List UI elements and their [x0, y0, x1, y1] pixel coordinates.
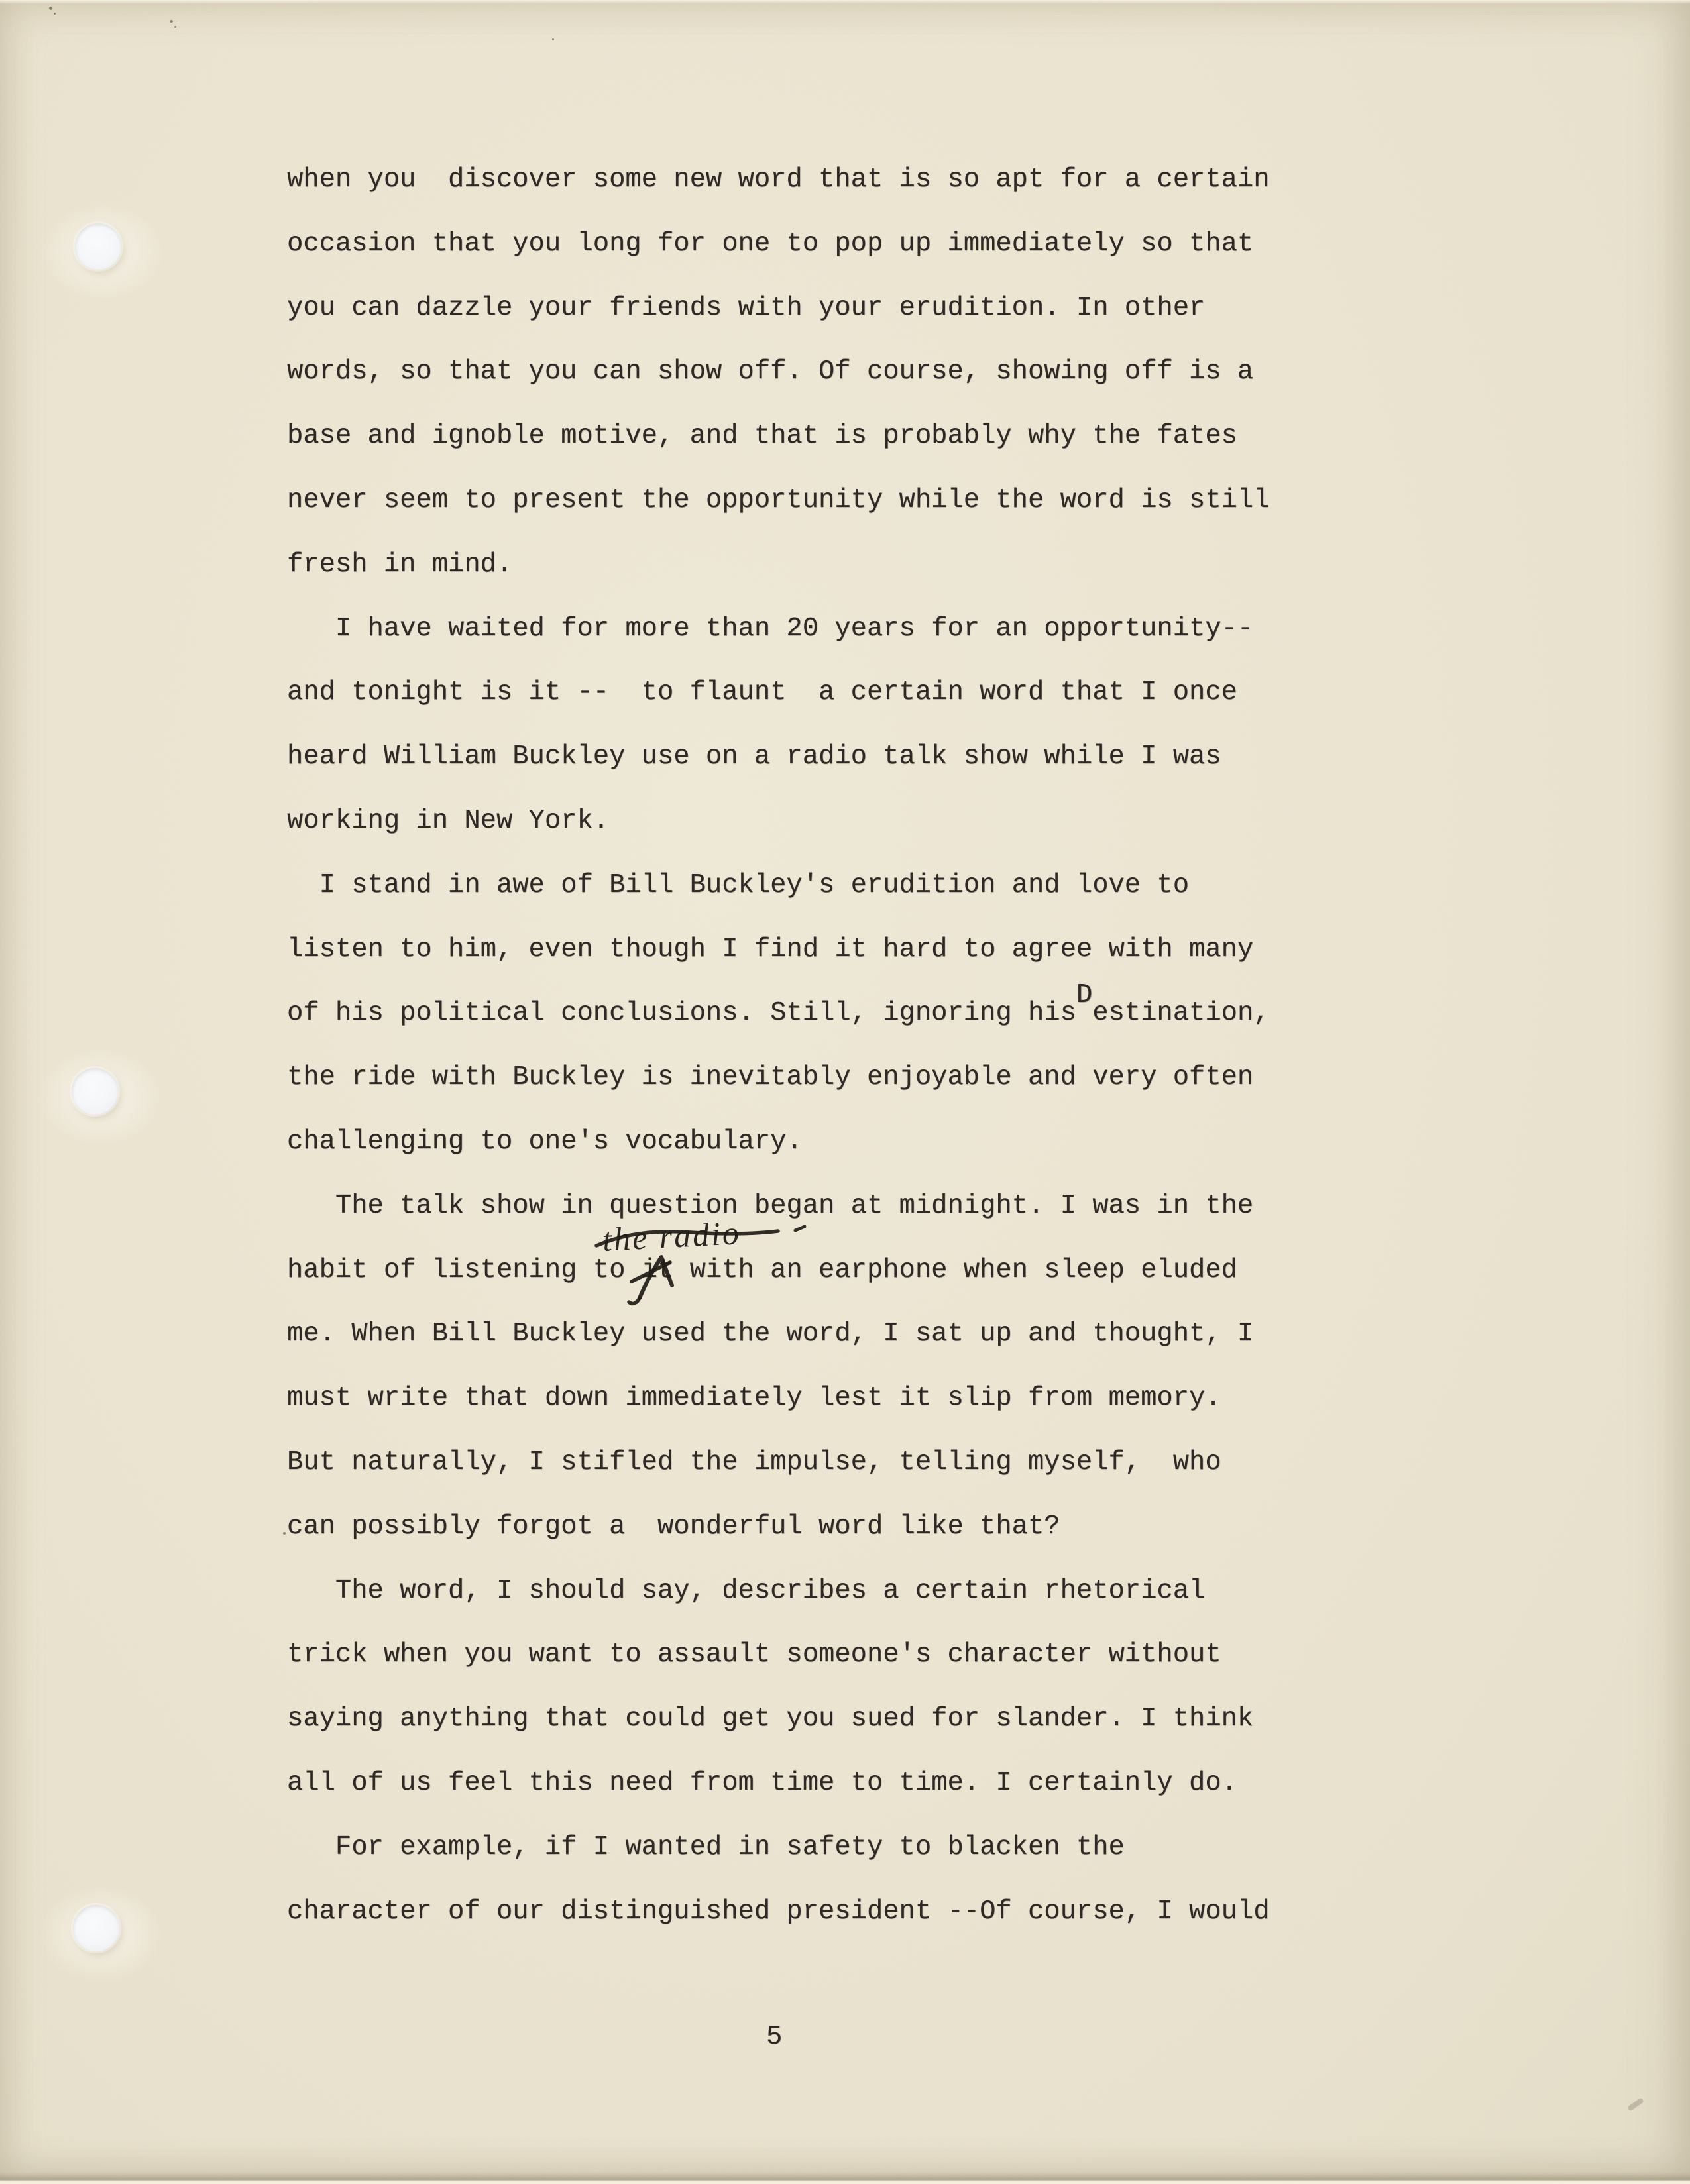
typed-text: habit of listening to	[287, 1254, 642, 1285]
typed-text: fresh in mind.	[287, 549, 513, 580]
paper-speck	[170, 20, 173, 23]
typed-line	[287, 1495, 1294, 1559]
typed-text: words, so that you can show off. Of course, showing off is a	[287, 356, 1254, 388]
typed-line	[287, 597, 1294, 661]
typed-text: I stand in awe of Bill Buckley's erudition and love to	[287, 869, 1190, 901]
typed-text: me. When Bill Buckley used the word, I sat up and thought, I	[287, 1319, 1254, 1350]
paper-speck	[49, 7, 52, 10]
typed-text: character of our distinguished president --Of course, I would	[287, 1896, 1270, 1927]
typed-text: working in New York.	[287, 805, 610, 836]
typed-text: listen to him, even though I find it hard to agree with many	[287, 934, 1254, 965]
typed-text: The word, I should say, describes a certain rhetorical	[287, 1575, 1206, 1606]
paper-speck	[54, 13, 56, 15]
page-number: 5	[766, 2022, 783, 2052]
typed-text: never seem to present the opportunity while the word is still	[287, 484, 1270, 516]
paper-smudge	[1627, 2097, 1644, 2111]
typed-text: occasion that you long for one to pop up immediately so that	[287, 228, 1254, 259]
typed-line	[287, 1366, 1294, 1431]
typed-line	[287, 725, 1294, 789]
typed-text: all of us feel this need from time to time. I certainly do.	[287, 1767, 1237, 1798]
typed-line	[287, 533, 1294, 597]
typed-text: of his political conclusions. Still, ignoring his	[287, 998, 1076, 1029]
handwriting-dash	[795, 1227, 805, 1230]
typed-line	[287, 212, 1294, 276]
typed-text: when you discover some new word that is so apt for a certain	[287, 164, 1270, 195]
hole-punch	[72, 1068, 118, 1115]
typed-line	[287, 1559, 1294, 1623]
typed-line	[287, 276, 1294, 341]
typed-line	[287, 1880, 1294, 1944]
typed-text: estination,	[1092, 998, 1270, 1029]
typed-line	[287, 1110, 1294, 1174]
typed-line	[287, 1816, 1294, 1880]
typed-line	[287, 1623, 1294, 1687]
typed-line	[287, 918, 1294, 982]
typed-text: base and ignoble motive, and that is probably why the fates	[287, 421, 1237, 452]
struck-word: it	[641, 1254, 674, 1285]
paper-top-edge	[0, 0, 1690, 4]
typed-text: must write that down immediately lest it slip from memory.	[287, 1383, 1221, 1414]
typed-text: with an earphone when sleep eluded	[673, 1254, 1237, 1285]
typed-text: saying anything that could get you sued for slander. I think	[287, 1704, 1254, 1735]
typed-line	[287, 789, 1294, 853]
handwritten-annotation	[583, 1210, 835, 1329]
paper-speck	[174, 26, 176, 28]
typed-line	[287, 340, 1294, 404]
paper-bottom-edge	[0, 2172, 1690, 2184]
typed-text: and tonight is it -- to flaunt a certain word that I once	[287, 677, 1237, 708]
typed-text: can possibly forgot a wonderful word like that?	[287, 1511, 1060, 1542]
typescript-body	[287, 148, 1294, 1943]
typed-text: I have waited for more than 20 years for an opportunity--	[287, 613, 1254, 644]
typed-text: heard William Buckley use on a radio talk show while I was	[287, 741, 1221, 773]
typed-text: trick when you want to assault someone's character without	[287, 1639, 1221, 1670]
typed-text: The talk show in question began at midnight. I was in the	[287, 1190, 1254, 1221]
typed-line	[287, 1751, 1294, 1816]
typed-line	[287, 1431, 1294, 1495]
typed-line	[287, 468, 1294, 533]
typed-text: For example, if I wanted in safety to blacken the	[287, 1831, 1125, 1863]
typed-line	[287, 981, 1294, 1046]
typed-text: challenging to one's vocabulary.	[287, 1126, 803, 1157]
typed-line	[287, 148, 1294, 212]
typed-line	[287, 1046, 1294, 1110]
typed-text: But naturally, I stifled the impulse, telling myself, who	[287, 1447, 1221, 1478]
typed-line	[287, 404, 1294, 468]
paper-speck	[283, 1532, 286, 1535]
typed-text: you can dazzle your friends with your erudition. In other	[287, 292, 1206, 323]
paper-speck	[552, 38, 554, 40]
handwritten-text: the radio	[601, 1214, 742, 1258]
typed-line	[287, 1687, 1294, 1751]
typed-line	[287, 661, 1294, 725]
hole-punch	[75, 223, 121, 270]
hole-punch	[73, 1905, 119, 1951]
typed-line	[287, 853, 1294, 918]
superscript-correction: D	[1076, 980, 1093, 1011]
caret-strike-tail	[629, 1298, 640, 1303]
typed-text: the ride with Buckley is inevitably enjoyable and very often	[287, 1062, 1254, 1093]
